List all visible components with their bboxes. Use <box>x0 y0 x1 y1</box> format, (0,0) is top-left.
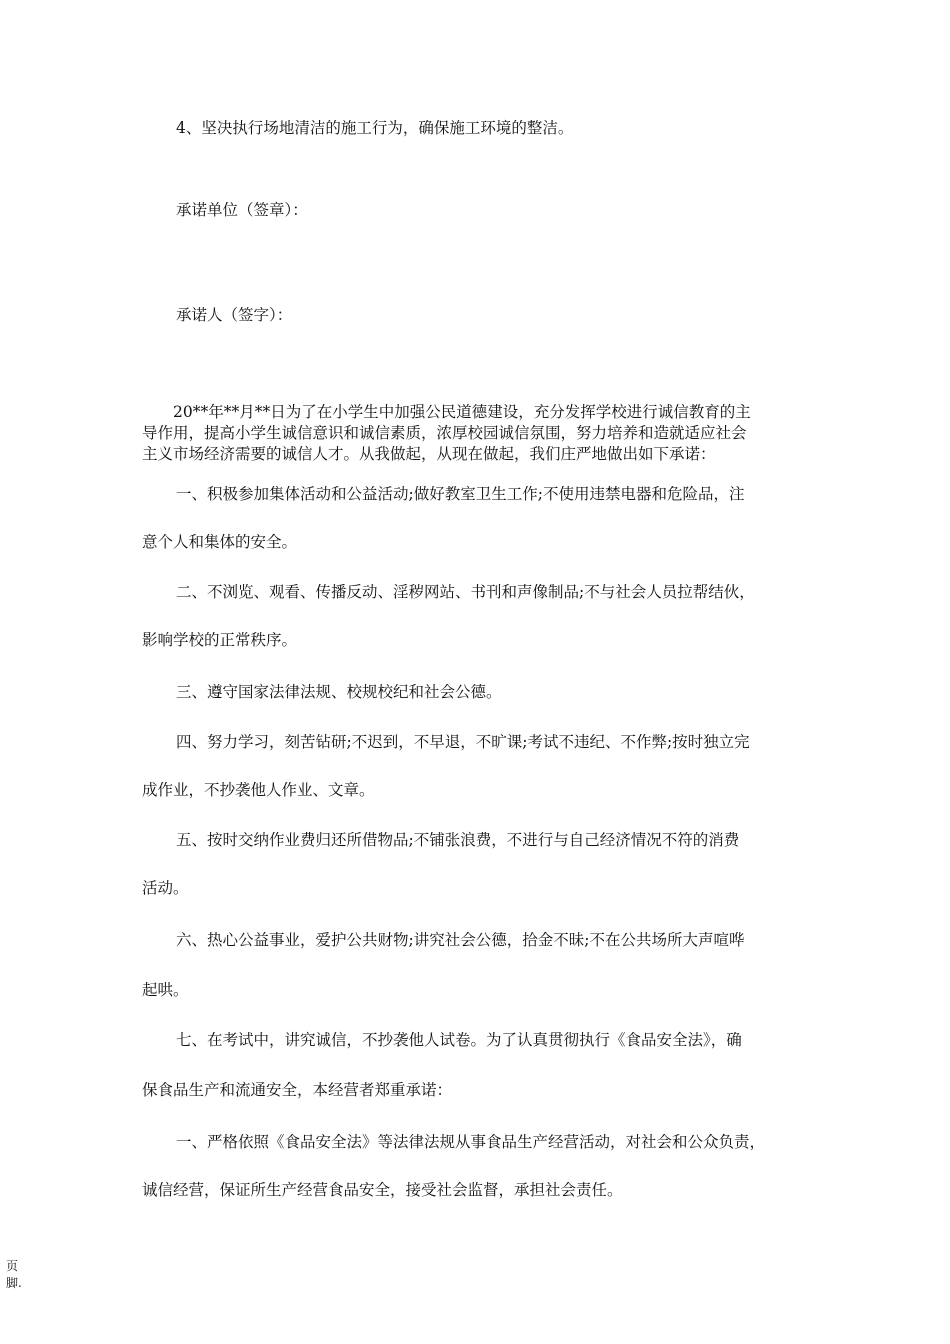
pledge-7-line-1: 七、在考试中，讲究诚信，不抄袭他人试卷。为了认真贯彻执行《食品安全法》，确 <box>176 1031 742 1049</box>
intro-line-1: 20**年**月**日为了在小学生中加强公民道德建设，充分发挥学校进行诚信教育的主 <box>142 403 751 421</box>
page-footer: 页脚. <box>6 1259 22 1290</box>
intro-paragraph <box>142 402 810 465</box>
signature-person-label: 承诺人（签字）： <box>176 306 293 324</box>
pledge-2-line-1: 二、不浏览、观看、传播反动、淫秽网站、书刊和声像制品;不与社会人员拉帮结伙， <box>176 583 755 601</box>
signature-unit-label: 承诺单位（签章）： <box>176 201 308 219</box>
pledge-1-line-2: 意个人和集体的安全。 <box>142 533 298 551</box>
pledge-6-line-1: 六、热心公益事业，爱护公共财物;讲究社会公德，拾金不昧;不在公共场所大声喧哗 <box>176 931 745 949</box>
pledge-6-line-2: 起哄。 <box>142 981 189 999</box>
pledge-1-line-1: 一、积极参加集体活动和公益活动;做好教室卫生工作;不使用违禁电器和危险品，注 <box>176 485 745 503</box>
pledge-5-line-2: 活动。 <box>142 879 189 897</box>
food-pledge-1-line-1: 一、严格依照《食品安全法》等法律法规从事食品生产经营活动，对社会和公众负责， <box>176 1133 766 1151</box>
pledge-2-line-2: 影响学校的正常秩序。 <box>142 631 298 649</box>
pledge-4-line-2: 成作业，不抄袭他人作业、文章。 <box>142 781 375 799</box>
intro-line-3: 主义市场经济需要的诚信人才。从我做起，从现在做起，我们庄严地做出如下承诺： <box>142 445 716 463</box>
pledge-5-line-1: 五、按时交纳作业费归还所借物品;不铺张浪费，不进行与自己经济情况不符的消费 <box>176 831 740 849</box>
intro-line-2: 导作用，提高小学生诚信意识和诚信素质，浓厚校园诚信氛围，努力培养和造就适应社会 <box>142 424 747 442</box>
food-pledge-1-line-2: 诚信经营，保证所生产经营食品安全，接受社会监督，承担社会责任。 <box>142 1181 623 1199</box>
pledge-4-line-1: 四、努力学习，刻苦钻研;不迟到，不早退，不旷课;考试不违纪、不作弊;按时独立完 <box>176 733 750 751</box>
paragraph-item-4: 4、坚决执行场地清洁的施工行为，确保施工环境的整洁。 <box>176 119 574 137</box>
pledge-7-line-2: 保食品生产和流通安全，本经营者郑重承诺： <box>142 1081 453 1099</box>
pledge-3: 三、遵守国家法律法规、校规校纪和社会公德。 <box>176 683 502 701</box>
